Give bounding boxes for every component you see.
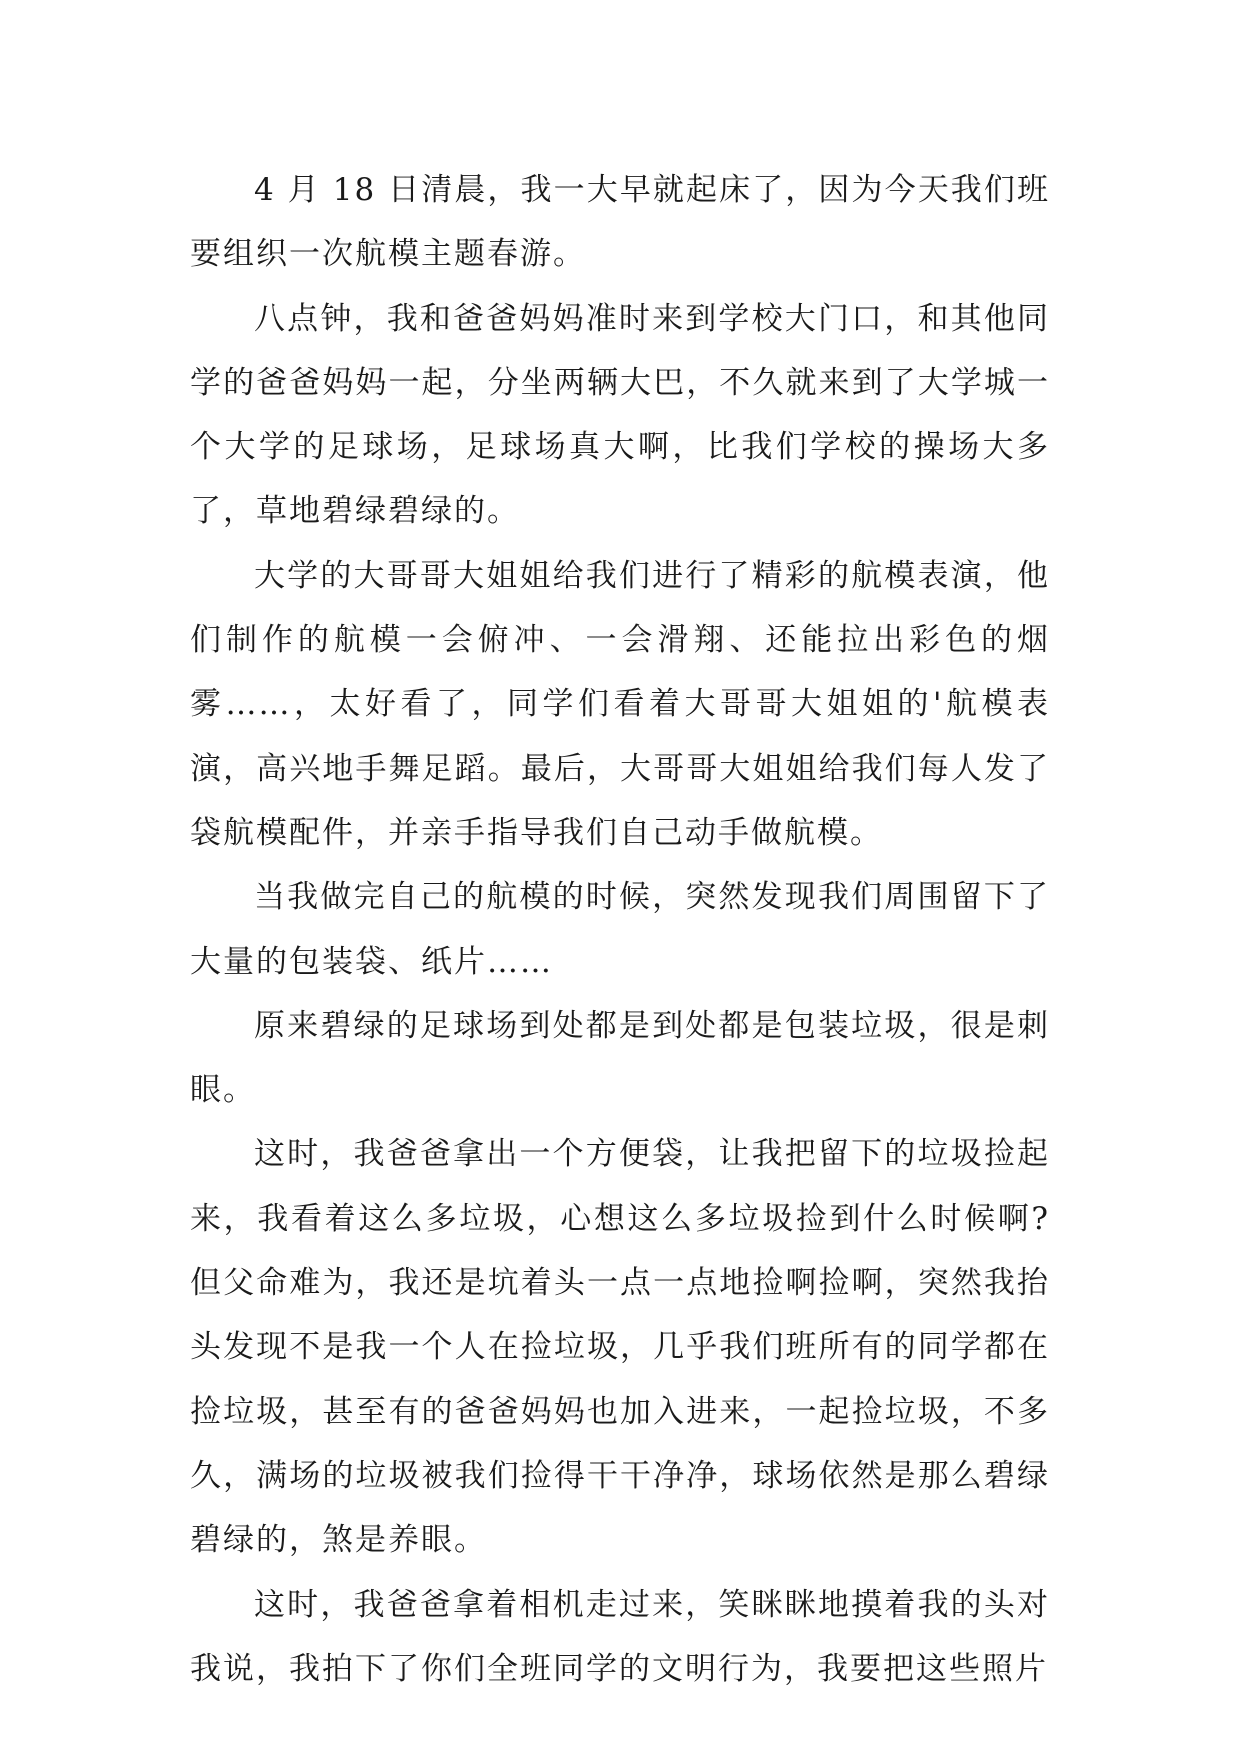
paragraph: 大学的大哥哥大姐姐给我们进行了精彩的航模表演，他们制作的航模一会俯冲、一会滑翔、还能拉出彩色的烟雾……，太好看了，同学们看着大哥哥大姐姐的'航模表演，高兴地手舞足蹈。最后，大哥哥大姐姐给我们每人发了袋航模配件，并亲手指导我们自己动手做航模。 [190, 557, 1050, 851]
paragraph: 4 月 18 日清晨，我一大早就起床了，因为今天我们班要组织一次航模主题春游。 [190, 172, 1050, 273]
paragraph: 原来碧绿的足球场到处都是到处都是包装垃圾，很是刺眼。 [190, 1007, 1050, 1109]
document-body [190, 158, 1050, 1701]
paragraph: 这时，我爸爸拿着相机走过来，笑眯眯地摸着我的头对我说，我拍下了你们全班同学的文明行为，我要把这些照片 [190, 1586, 1050, 1687]
paragraph: 当我做完自己的航模的时候，突然发现我们周围留下了大量的包装袋、纸片…… [190, 879, 1050, 980]
paragraph: 八点钟，我和爸爸妈妈准时来到学校大门口，和其他同学的爸爸妈妈一起，分坐两辆大巴，不久就来到了大学城一个大学的足球场，足球场真大啊，比我们学校的操场大多了，草地碧绿碧绿的。 [190, 300, 1050, 530]
paragraph: 这时，我爸爸拿出一个方便袋，让我把留下的垃圾捡起来，我看着这么多垃圾，心想这么多垃圾捡到什么时候啊?但父命难为，我还是坑着头一点一点地捡啊捡啊，突然我抬头发现不是我一个人在捡垃圾，几乎我们班所有的同学都在捡垃圾，甚至有的爸爸妈妈也加入进来，一起捡垃圾，不多久，满场的垃圾被我们捡得干干净净，球场依然是那么碧绿碧绿的，煞是养眼。 [190, 1136, 1050, 1559]
